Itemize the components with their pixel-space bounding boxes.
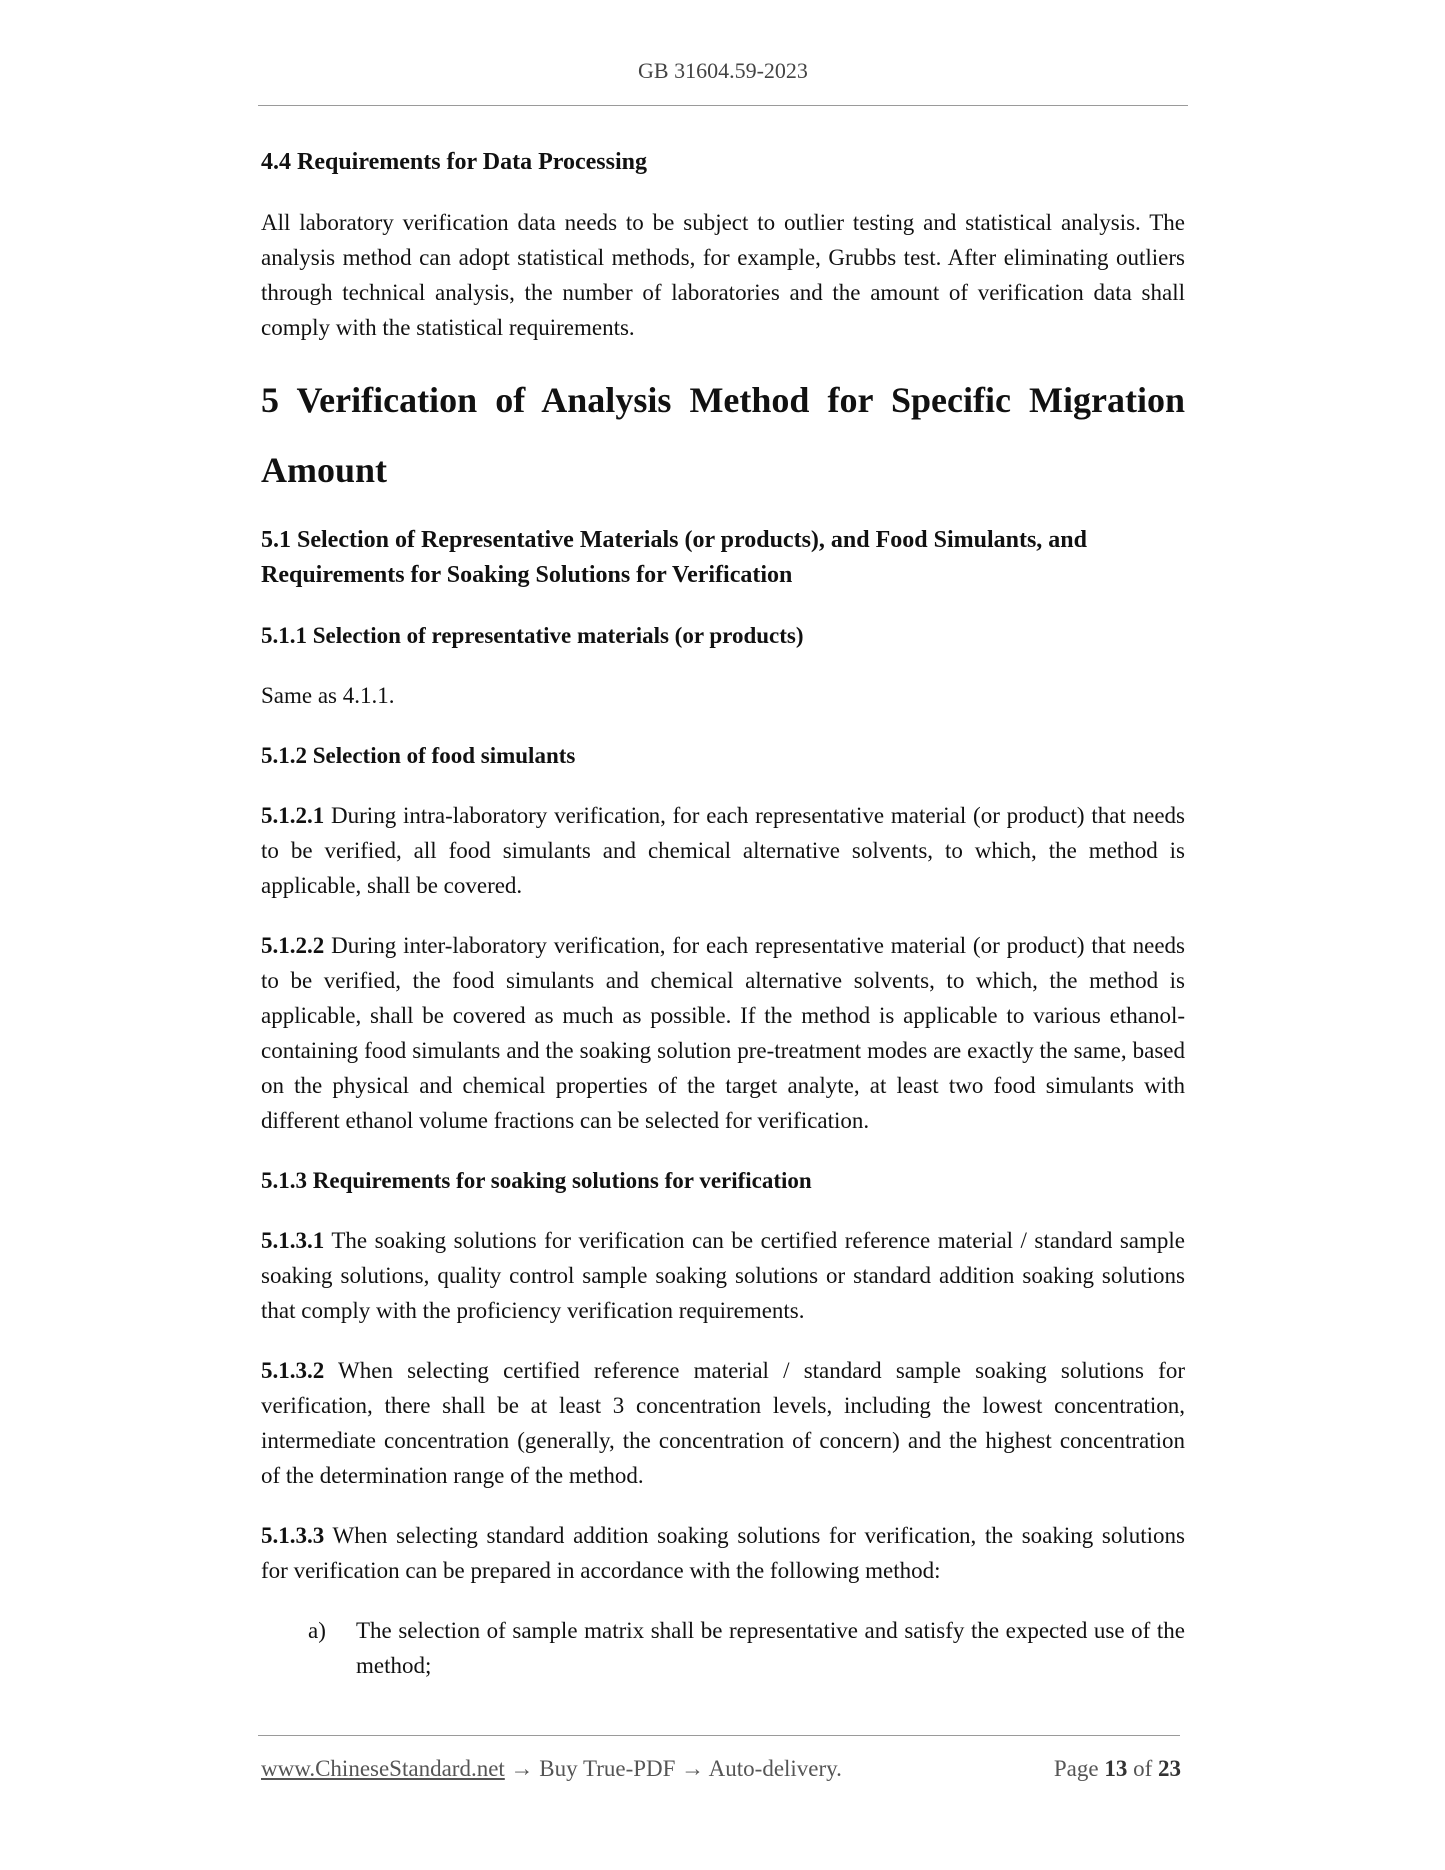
clause-text: During inter-laboratory verification, for each representative material (or product) that needs to be verified, the food simulants and chemical alternative solvents, to which, the method is applicable, shall be covered as much as possible. If the method is applicable to various ethanol-containing food simulants and the soaking solution pre-treatment modes are exactly the same, based on the physical and chemical properties of the target analyte, at least two food simulants with different ethanol volume fractions can be selected for verification. — [261, 933, 1185, 1133]
page-indicator — [1054, 1756, 1181, 1782]
list-marker: a) — [308, 1618, 326, 1643]
clause-number: 5.1.2.1 — [261, 803, 325, 828]
section-5-1-2-2-paragraph — [261, 928, 1185, 1138]
section-5-1-2-heading: 5.1.2 Selection of food simulants — [261, 743, 576, 768]
page-label: Page — [1053, 1756, 1099, 1781]
section-5-1-3-3-paragraph — [261, 1518, 1185, 1588]
page-header: GB 31604.59-2023 — [638, 58, 808, 83]
footer-divider — [258, 1735, 1180, 1736]
section-5-1-1-body: Same as 4.1.1. — [261, 683, 395, 708]
total-pages-number: 23 — [1158, 1756, 1181, 1781]
footer-tagline: → Buy True-PDF → Auto-delivery. — [504, 1756, 842, 1781]
clause-text: The soaking solutions for verification can be certified reference material / standard sample soaking solutions, quality control sample soaking solutions or standard addition soaking solutions that comply with the proficiency verification requirements. — [261, 1228, 1185, 1323]
page-footer — [261, 1756, 1181, 1782]
header-divider — [258, 105, 1188, 106]
list-item-text: The selection of sample matrix shall be representative and satisfy the expected use of the method; — [356, 1618, 1185, 1678]
clause-text: When selecting certified reference material / standard sample soaking solutions for verification, there shall be at least 3 concentration levels, including the lowest concentration, intermediate concentration (generally, the concentration of concern) and the highest concentration of the determination range of the method. — [261, 1358, 1185, 1488]
clause-number: 5.1.2.2 — [261, 933, 325, 958]
section-4-4-heading: 4.4 Requirements for Data Processing — [261, 149, 647, 175]
clause-text: During intra-laboratory verification, for each representative material (or product) that needs to be verified, all food simulants and chemical alternative solvents, to which, the method is applicable, shall be covered. — [261, 803, 1185, 898]
clause-text: When selecting standard addition soaking solutions for verification, the soaking solutions for verification can be prepared in accordance with the following method: — [261, 1523, 1185, 1583]
clause-number: 5.1.3.1 — [261, 1228, 325, 1253]
of-label: of — [1133, 1756, 1153, 1781]
section-5-1-1-heading: 5.1.1 Selection of representative materials (or products) — [261, 623, 804, 648]
website-link[interactable]: www.ChineseStandard.net — [261, 1756, 505, 1781]
section-5-1-heading: 5.1 Selection of Representative Materials (or products), and Food Simulants, and Requirements for Soaking Solutions for Verification — [261, 527, 1087, 588]
clause-number: 5.1.3.2 — [261, 1358, 325, 1383]
clause-number: 5.1.3.3 — [261, 1523, 325, 1548]
current-page-number: 13 — [1104, 1756, 1128, 1781]
section-5-1-3-1-paragraph — [261, 1223, 1185, 1328]
section-5-1-3-2-paragraph — [261, 1353, 1185, 1493]
section-5-heading: 5 Verification of Analysis Method for Specific Migration Amount — [261, 380, 1185, 490]
document-body — [261, 145, 1185, 1683]
section-5-1-2-1-paragraph — [261, 798, 1185, 903]
section-5-1-3-heading: 5.1.3 Requirements for soaking solutions for verification — [261, 1168, 812, 1193]
section-4-4-body: All laboratory verification data needs to be subject to outlier testing and statistical analysis. The analysis method can adopt statistical methods, for example, Grubbs test. After eliminating outliers through technical analysis, the number of laboratories and the amount of verification data shall comply with the statistical requirements. — [261, 210, 1185, 340]
list-item — [261, 1613, 1185, 1683]
